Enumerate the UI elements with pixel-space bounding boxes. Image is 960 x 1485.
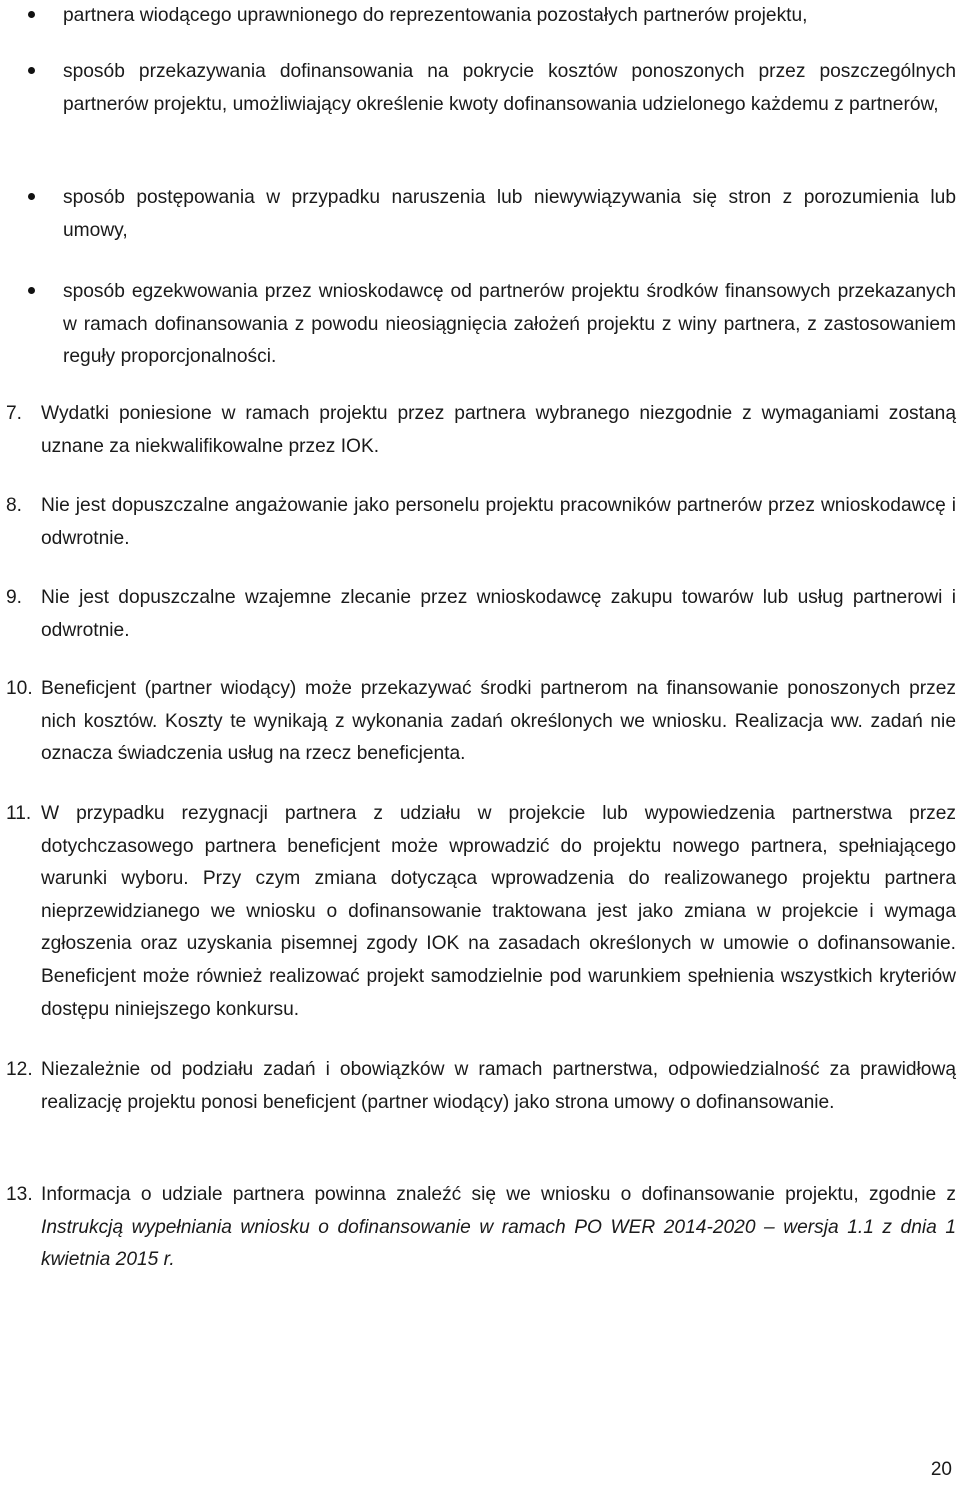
item-number: 9. — [6, 587, 23, 608]
item-number: 11. — [6, 803, 32, 824]
item-number: 10. — [6, 678, 33, 699]
page-number: 20 — [930, 1459, 952, 1480]
item-number: 13. — [6, 1184, 33, 1205]
item-text: Niezależnie od podziału zadań i obowiązków w ramach partnerstwa, odpowiedzialność za prawidłową realizację projektu ponosi beneficjent (partner wiodący) jako strona umowy o dofinansowanie. — [41, 1059, 956, 1113]
bullet-icon — [28, 193, 35, 200]
item-text: Wydatki poniesione w ramach projektu przez partnera wybranego niezgodnie z wymaganiami zostaną uznane za niekwalifikowalne przez IOK. — [41, 403, 956, 457]
item-number: 8. — [6, 495, 23, 516]
instruction-reference: Instrukcją wypełniania wniosku o dofinansowanie w ramach PO WER 2014-2020 – wersja 1.1 z dnia 1 kwietnia 2015 r. — [41, 1216, 956, 1271]
bullet-icon — [28, 287, 35, 294]
item-text — [41, 1179, 956, 1277]
item-number: 12. — [6, 1059, 33, 1080]
item-text: Beneficjent (partner wiodący) może przekazywać środki partnerom na finansowanie ponoszonych przez nich kosztów. Koszty te wynikają z wykonania zadań określonych we wniosku. Realizacja ww. zadań nie oznacza świadczenia usług na rzecz beneficjenta. — [41, 678, 956, 765]
bullet-text: sposób przekazywania dofinansowania na pokrycie kosztów ponoszonych przez poszczególnych partnerów projektu, umożliwiający określenie kwoty dofinansowania udzielonego każdemu z partnerów, — [63, 61, 956, 115]
bullet-text: partnera wiodącego uprawnionego do reprezentowania pozostałych partnerów projektu, — [63, 5, 808, 26]
item-text: Nie jest dopuszczalne wzajemne zlecanie przez wnioskodawcę zakupu towarów lub usług partnerowi i odwrotnie. — [41, 587, 956, 641]
bullet-text: sposób egzekwowania przez wnioskodawcę od partnerów projektu środków finansowych przekazanych w ramach dofinansowania z powodu nieosiągnięcia założeń projektu z winy partnera, z zastosowaniem reguły proporcjonalności. — [63, 281, 956, 368]
item-number: 7. — [6, 403, 23, 424]
item-text: W przypadku rezygnacji partnera z udziału w projekcie lub wypowiedzenia partnerstwa przez dotychczasowego partnera beneficjent może wprowadzić do projektu nowego partnera, spełniającego warunki wyboru. Przy czym zmiana dotycząca wprowadzenia do realizowanego projektu partnera nieprzewidzianego we wniosku o dofinansowanie traktowana jest jako zmiana w projekcie i wymaga zgłoszenia oraz uzyskania pisemnej zgody IOK na zasadach określonych w umowie o dofinansowanie. Beneficjent może również realizować projekt samodzielnie pod warunkiem spełnienia wszystkich kryteriów dostępu niniejszego konkursu. — [41, 803, 956, 1020]
bullet-text: sposób postępowania w przypadku naruszenia lub niewywiązywania się stron z porozumienia lub umowy, — [63, 187, 956, 241]
item-text-plain: Informacja o udziale partnera powinna znaleźć się we wniosku o dofinansowanie projektu, zgodnie z — [41, 1184, 956, 1205]
bullet-icon — [28, 11, 35, 18]
item-text: Nie jest dopuszczalne angażowanie jako personelu projektu pracowników partnerów przez wnioskodawcę i odwrotnie. — [41, 495, 956, 549]
bullet-icon — [28, 67, 35, 74]
